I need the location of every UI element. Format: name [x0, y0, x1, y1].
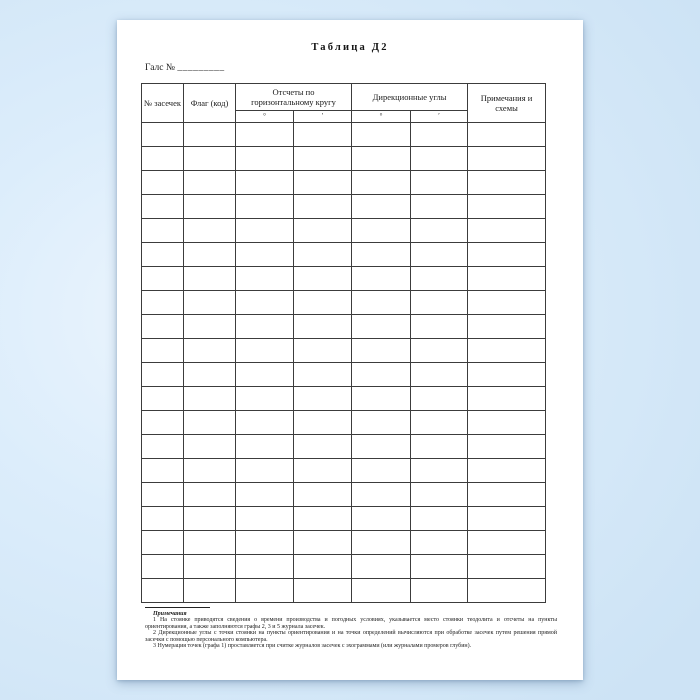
cell-bearing-minute [411, 459, 468, 483]
table-row [142, 171, 546, 195]
cell-reading-degree [236, 507, 294, 531]
cell-bearing-minute [411, 363, 468, 387]
cell-flag [184, 339, 236, 363]
table-row [142, 219, 546, 243]
subheader-readings-degree: ° [236, 111, 294, 123]
cell-reading-minute [294, 339, 352, 363]
cell-bearing-degree [352, 219, 411, 243]
cell-remarks [468, 555, 546, 579]
cell-reading-minute [294, 483, 352, 507]
cell-number [142, 579, 184, 603]
notes-section [145, 607, 557, 649]
cell-remarks [468, 243, 546, 267]
header-col-flag: Флаг (код) [184, 84, 236, 123]
cell-flag [184, 459, 236, 483]
cell-bearing-minute [411, 339, 468, 363]
table-row [142, 435, 546, 459]
notes-heading: Примечания [153, 611, 187, 617]
cell-remarks [468, 507, 546, 531]
header-col-remarks: Примечания и схемы [468, 84, 546, 123]
cell-flag [184, 483, 236, 507]
cell-remarks [468, 387, 546, 411]
cell-reading-degree [236, 387, 294, 411]
cell-bearing-degree [352, 531, 411, 555]
cell-bearing-minute [411, 243, 468, 267]
document-page [117, 20, 583, 680]
cell-bearing-minute [411, 195, 468, 219]
cell-bearing-degree [352, 435, 411, 459]
cell-reading-degree [236, 339, 294, 363]
cell-flag [184, 147, 236, 171]
cell-bearing-degree [352, 483, 411, 507]
cell-number [142, 219, 184, 243]
table-row [142, 267, 546, 291]
cell-bearing-degree [352, 579, 411, 603]
cell-number [142, 435, 184, 459]
cell-reading-minute [294, 435, 352, 459]
cell-flag [184, 219, 236, 243]
cell-remarks [468, 531, 546, 555]
cell-remarks [468, 219, 546, 243]
table-row [142, 291, 546, 315]
cell-reading-minute [294, 579, 352, 603]
cell-remarks [468, 147, 546, 171]
cell-remarks [468, 267, 546, 291]
header-col-bearings: Дирекционные углы [352, 84, 468, 111]
cell-reading-minute [294, 243, 352, 267]
cell-bearing-degree [352, 555, 411, 579]
gals-number-line [145, 63, 225, 73]
table-body [142, 123, 546, 603]
cell-bearing-degree [352, 411, 411, 435]
cell-reading-minute [294, 291, 352, 315]
note-item: 1 На стоянке приводятся сведения о времени производства и погодных условиях, указывается место стоянки теодолита и отсчеты на пункты ориентирования, а также заполняются графы 2, 3 и 5 журнала засечек. [145, 617, 557, 630]
cell-reading-degree [236, 123, 294, 147]
table-row [142, 507, 546, 531]
table-row [142, 459, 546, 483]
cell-reading-degree [236, 531, 294, 555]
cell-reading-degree [236, 243, 294, 267]
cell-bearing-degree [352, 339, 411, 363]
cell-flag [184, 387, 236, 411]
cell-reading-degree [236, 363, 294, 387]
cell-reading-minute [294, 123, 352, 147]
cell-bearing-minute [411, 387, 468, 411]
subheader-readings-minute: ′ [294, 111, 352, 123]
cell-bearing-minute [411, 531, 468, 555]
table-row [142, 315, 546, 339]
cell-number [142, 171, 184, 195]
cell-reading-degree [236, 171, 294, 195]
table-row [142, 555, 546, 579]
cell-bearing-minute [411, 267, 468, 291]
table-row [142, 411, 546, 435]
cell-bearing-minute [411, 435, 468, 459]
cell-remarks [468, 123, 546, 147]
cell-number [142, 459, 184, 483]
cell-bearing-degree [352, 171, 411, 195]
table-row [142, 579, 546, 603]
cell-reading-degree [236, 555, 294, 579]
cell-bearing-degree [352, 291, 411, 315]
cell-number [142, 291, 184, 315]
subheader-bearings-minute: ′ [411, 111, 468, 123]
cell-bearing-degree [352, 363, 411, 387]
cell-number [142, 243, 184, 267]
cell-remarks [468, 363, 546, 387]
page-title: Таблица Д2 [311, 42, 389, 53]
notes-list [145, 617, 557, 649]
cell-number [142, 267, 184, 291]
cell-flag [184, 243, 236, 267]
cell-flag [184, 195, 236, 219]
cell-bearing-degree [352, 195, 411, 219]
cell-number [142, 483, 184, 507]
cell-number [142, 123, 184, 147]
cell-reading-degree [236, 195, 294, 219]
cell-bearing-minute [411, 555, 468, 579]
cell-reading-minute [294, 315, 352, 339]
cell-flag [184, 315, 236, 339]
cell-number [142, 363, 184, 387]
cell-reading-degree [236, 291, 294, 315]
cell-remarks [468, 195, 546, 219]
cell-reading-degree [236, 267, 294, 291]
cell-reading-minute [294, 147, 352, 171]
header-col-number: № засечек [142, 84, 184, 123]
cell-bearing-degree [352, 267, 411, 291]
cell-bearing-degree [352, 459, 411, 483]
cell-reading-minute [294, 171, 352, 195]
cell-bearing-minute [411, 219, 468, 243]
cell-reading-degree [236, 147, 294, 171]
cell-bearing-minute [411, 171, 468, 195]
cell-reading-minute [294, 363, 352, 387]
gals-label: Галс № [145, 63, 175, 73]
table-row [142, 531, 546, 555]
cell-flag [184, 555, 236, 579]
cell-bearing-minute [411, 483, 468, 507]
footnote-separator [145, 607, 210, 608]
cell-bearing-degree [352, 315, 411, 339]
cell-remarks [468, 315, 546, 339]
table-row [142, 195, 546, 219]
cell-flag [184, 123, 236, 147]
cell-reading-degree [236, 219, 294, 243]
cell-remarks [468, 291, 546, 315]
survey-table [141, 83, 546, 603]
cell-remarks [468, 459, 546, 483]
header-col-readings: Отсчеты по горизонтальному кругу [236, 84, 352, 111]
cell-number [142, 339, 184, 363]
cell-bearing-degree [352, 243, 411, 267]
cell-reading-minute [294, 387, 352, 411]
cell-reading-degree [236, 411, 294, 435]
table-row [142, 123, 546, 147]
cell-flag [184, 435, 236, 459]
cell-flag [184, 579, 236, 603]
cell-number [142, 315, 184, 339]
cell-flag [184, 267, 236, 291]
cell-remarks [468, 411, 546, 435]
cell-reading-minute [294, 531, 352, 555]
cell-bearing-minute [411, 315, 468, 339]
cell-bearing-degree [352, 507, 411, 531]
cell-remarks [468, 171, 546, 195]
cell-number [142, 411, 184, 435]
cell-number [142, 387, 184, 411]
cell-flag [184, 171, 236, 195]
table-row [142, 387, 546, 411]
cell-number [142, 195, 184, 219]
cell-bearing-minute [411, 147, 468, 171]
cell-flag [184, 291, 236, 315]
cell-reading-degree [236, 315, 294, 339]
cell-reading-minute [294, 555, 352, 579]
cell-remarks [468, 483, 546, 507]
cell-bearing-degree [352, 123, 411, 147]
cell-flag [184, 531, 236, 555]
cell-reading-degree [236, 483, 294, 507]
cell-flag [184, 507, 236, 531]
cell-bearing-minute [411, 579, 468, 603]
table-row [142, 339, 546, 363]
gals-blank-field: _________ [177, 63, 225, 73]
cell-flag [184, 411, 236, 435]
cell-number [142, 507, 184, 531]
cell-reading-minute [294, 411, 352, 435]
cell-reading-degree [236, 435, 294, 459]
cell-reading-minute [294, 507, 352, 531]
cell-bearing-minute [411, 507, 468, 531]
cell-number [142, 531, 184, 555]
cell-reading-minute [294, 219, 352, 243]
cell-reading-minute [294, 195, 352, 219]
cell-bearing-minute [411, 411, 468, 435]
cell-number [142, 555, 184, 579]
table-row [142, 363, 546, 387]
cell-bearing-degree [352, 147, 411, 171]
cell-bearing-minute [411, 291, 468, 315]
cell-reading-minute [294, 459, 352, 483]
cell-bearing-minute [411, 123, 468, 147]
cell-remarks [468, 435, 546, 459]
cell-number [142, 147, 184, 171]
subheader-bearings-degree: ° [352, 111, 411, 123]
note-item: 3 Нумерация точек (графа 1) проставляется при считке журналов засечек с эхограммами (или журналами промеров глубин). [153, 643, 472, 650]
table-row [142, 483, 546, 507]
cell-flag [184, 363, 236, 387]
table-row [142, 243, 546, 267]
cell-remarks [468, 579, 546, 603]
cell-bearing-degree [352, 387, 411, 411]
table-header [142, 84, 546, 123]
cell-reading-minute [294, 267, 352, 291]
cell-reading-degree [236, 579, 294, 603]
note-item: 2 Дирекционные углы с точки стоянки на пункты ориентирования и на точки определений вычисляются при обработке засечек путем решения прямой засечки с помощью персонального компьютера. [145, 630, 557, 643]
cell-remarks [468, 339, 546, 363]
table-row [142, 147, 546, 171]
cell-reading-degree [236, 459, 294, 483]
